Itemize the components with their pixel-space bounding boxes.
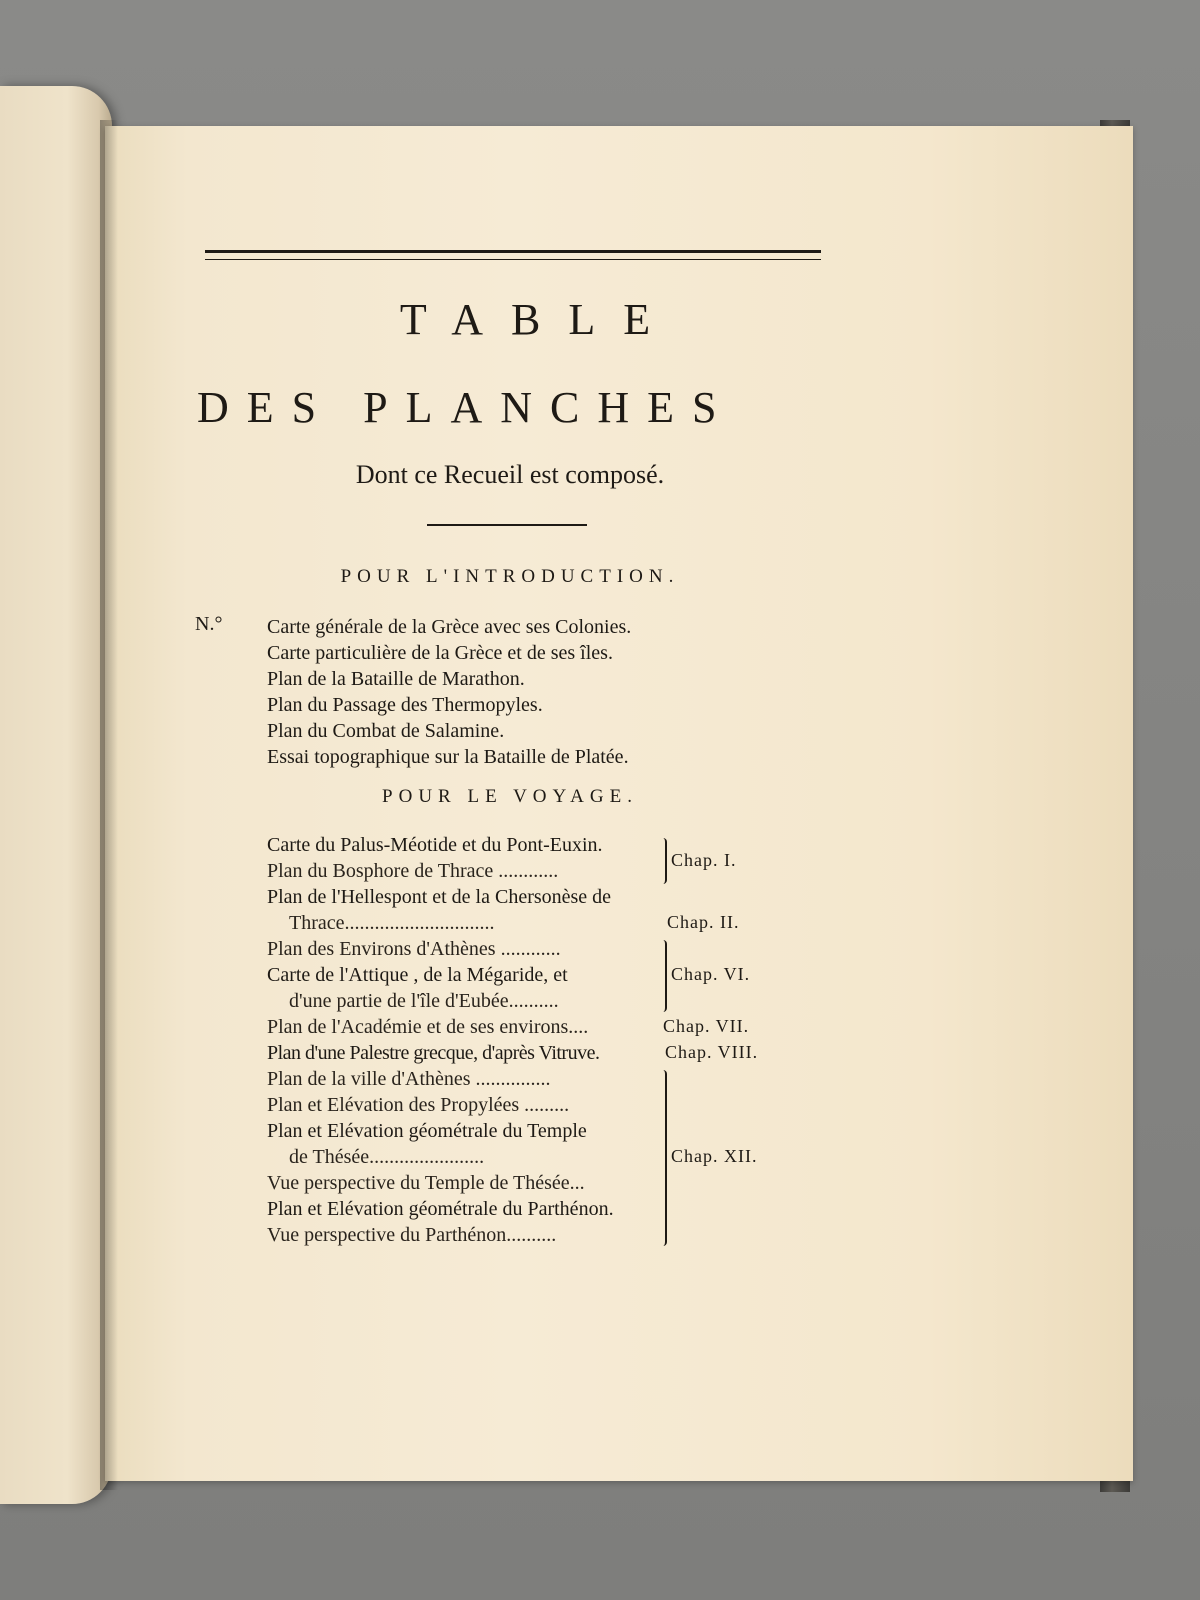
brace-chap-6 (659, 940, 667, 1012)
plate-title: Plan et Elévation géométrale du Parthénon. (267, 1198, 614, 1220)
plate-title: Plan d'une Palestre grecque, d'après Vitruve. (267, 1042, 600, 1064)
plate-title: Carte générale de la Grèce avec ses Colonies. (267, 616, 632, 638)
short-rule (427, 524, 587, 526)
plate-title: Plan de la ville d'Athènes ............... (267, 1068, 551, 1090)
plate-title: de Thésée....................... (289, 1146, 485, 1168)
page-title: TABLE (399, 295, 679, 344)
plate-title: Essai topographique sur la Bataille de Platée. (267, 746, 629, 768)
section-heading-introduction: POUR L'INTRODUCTION. (340, 566, 680, 587)
plate-title: Plan des Environs d'Athènes ............ (267, 938, 561, 960)
plate-title: Plan de la Bataille de Marathon. (267, 668, 525, 690)
chapter-label: Chap. VII. (663, 1016, 750, 1036)
plate-title: Plan du Bosphore de Thrace ............ (267, 860, 559, 882)
plate-title: Plan et Elévation géométrale du Temple (267, 1120, 587, 1142)
section-heading-voyage: POUR LE VOYAGE. (382, 786, 638, 807)
plate-title: Plan du Combat de Salamine. (267, 720, 505, 742)
chapter-label: Chap. VI. (671, 964, 751, 984)
plate-title: Vue perspective du Temple de Thésée... (267, 1172, 585, 1194)
plate-title: Plan de l'Académie et de ses environs.... (267, 1016, 589, 1038)
spine-shadow (100, 120, 118, 1490)
chapter-label: Chap. XII. (671, 1146, 758, 1166)
plate-title: Plan du Passage des Thermopyles. (267, 694, 543, 716)
brace-chap-1 (659, 838, 667, 884)
number-label: N.° (195, 613, 223, 635)
chapter-label: Chap. I. (671, 850, 737, 870)
brace-chap-12 (659, 1070, 667, 1246)
left-page-edge (0, 86, 112, 1504)
chapter-label: Chap. II. (667, 912, 740, 932)
book-page (105, 126, 1133, 1481)
top-double-rule (205, 250, 821, 260)
plate-title: Plan de l'Hellespont et de la Chersonèse de (267, 886, 612, 908)
plate-title: Thrace.............................. (289, 912, 495, 934)
plate-title: d'une partie de l'île d'Eubée.......... (289, 990, 559, 1012)
page-title-line2: DES PLANCHES (197, 383, 735, 432)
chapter-label: Chap. VIII. (665, 1042, 759, 1062)
plate-title: Carte particulière de la Grèce et de ses îles. (267, 642, 613, 664)
plate-title: Carte du Palus-Méotide et du Pont-Euxin. (267, 834, 603, 856)
plate-title: Carte de l'Attique , de la Mégaride, et (267, 964, 568, 986)
page-subtitle: Dont ce Recueil est composé. (355, 460, 665, 489)
plate-title: Plan et Elévation des Propylées ......... (267, 1094, 570, 1116)
plate-title: Vue perspective du Parthénon.......... (267, 1224, 557, 1246)
